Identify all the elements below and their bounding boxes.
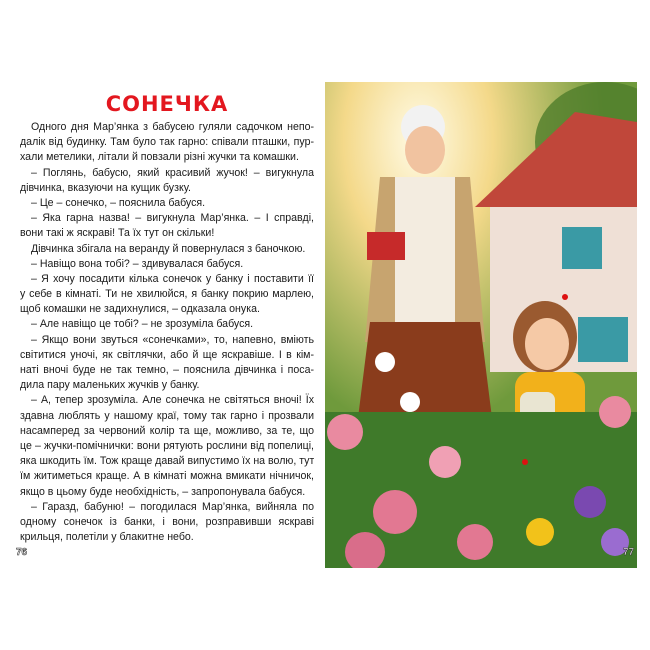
text-line: крильця, полетіли у блакитне небо.	[20, 531, 194, 544]
text-line: – Гаразд, бабуню! – погодилася Мар’янка, вийняла по	[31, 500, 314, 513]
text-line: світитися уночі, як світлячки, або й ще яскравіше. І в кім-	[20, 348, 314, 361]
text-line: – Я хочу посадити кілька сонечок у банку і поставити її	[31, 272, 314, 285]
rose	[457, 524, 493, 560]
house-window	[578, 317, 628, 362]
text-line: насамперед за червоний колір та ще, можливо, за те, що	[20, 424, 314, 437]
rose	[429, 446, 461, 478]
house-window	[562, 227, 602, 269]
text-line: щоб комашки не задихнулися, – одказала онука.	[20, 303, 260, 316]
text-line: хали метелики, літали й повзали різні жучки та комашки.	[20, 151, 299, 164]
rose	[599, 396, 631, 428]
book	[367, 232, 405, 260]
text-line: дівчинка, вказуючи на кущик бузку.	[20, 181, 191, 194]
text-line: Дівчинка збігала на веранду й повернулася з баночкою.	[31, 242, 306, 255]
text-line: – Але навіщо це тобі? – не зрозуміла бабуся.	[31, 318, 254, 331]
text-line: їм житиметься краще. А в кімнаті можна вмикати нічничок,	[20, 470, 314, 483]
text-line: вони такі ж яскраві! Та їх тут он скільки!	[20, 227, 215, 240]
text-line: у себе в кімнаті. Ти не хвилюйся, я банку покрию марлею,	[20, 288, 314, 301]
daffodil	[400, 392, 420, 412]
girl-face	[525, 318, 569, 370]
crocus	[574, 486, 606, 518]
page-number-right: 77	[623, 547, 635, 558]
daffodil	[375, 352, 395, 372]
text-line: – Поглянь, бабусю, який красивий жучок! – вигукнула	[31, 166, 314, 179]
text-line: здавна люблять у нашому краї, тому так гарно і прозвали	[20, 409, 314, 422]
text-line: – Яка гарна назва! – вигукнула Мар’янка. – І справді,	[31, 212, 314, 225]
text-line: – А, тепер зрозуміла. Але сонечка не світяться вночі! Їх	[31, 394, 314, 407]
page-number-left: 76	[16, 547, 28, 558]
story-title: СОНЕЧКА	[105, 92, 229, 116]
rose	[327, 414, 363, 450]
text-line: яка шкодить їм. Тож краще давай випустимо їх на волю, тут	[20, 455, 314, 468]
text-line: – Це – сонечко, – пояснила бабуся.	[31, 196, 206, 209]
story-text	[20, 120, 314, 545]
text-line: Одного дня Мар’янка з бабусею гуляли садочком непо-	[31, 121, 314, 133]
text-line: наті вночі буде не так темно, – пояснила дівчинка і поса-	[20, 364, 314, 376]
rose	[373, 490, 417, 534]
ladybug	[522, 459, 528, 465]
text-line: дила пару маленьких жучків у банку.	[20, 379, 200, 392]
text-line: – Якщо вони звуться «сонечками», то, напевно, вміють	[31, 333, 314, 346]
text-line: далік від будинку. Там було так гарно: співали пташки, пур-	[20, 136, 314, 149]
ladybug	[562, 294, 568, 300]
text-line: це – жучки-помічнички: вони рятують рослини від попелиці,	[20, 439, 314, 452]
text-line: одному сонечок із банки, і вони, розправивши яскраві	[20, 515, 314, 528]
grandma-face	[405, 126, 445, 174]
text-line: – Навіщо вона тобі? – здивувалася бабуся.	[31, 257, 244, 270]
illustration	[325, 82, 637, 568]
text-line: якщо в цьому буде необхідність, – запропонувала бабуся.	[20, 485, 306, 498]
yellow-tulip	[526, 518, 554, 546]
